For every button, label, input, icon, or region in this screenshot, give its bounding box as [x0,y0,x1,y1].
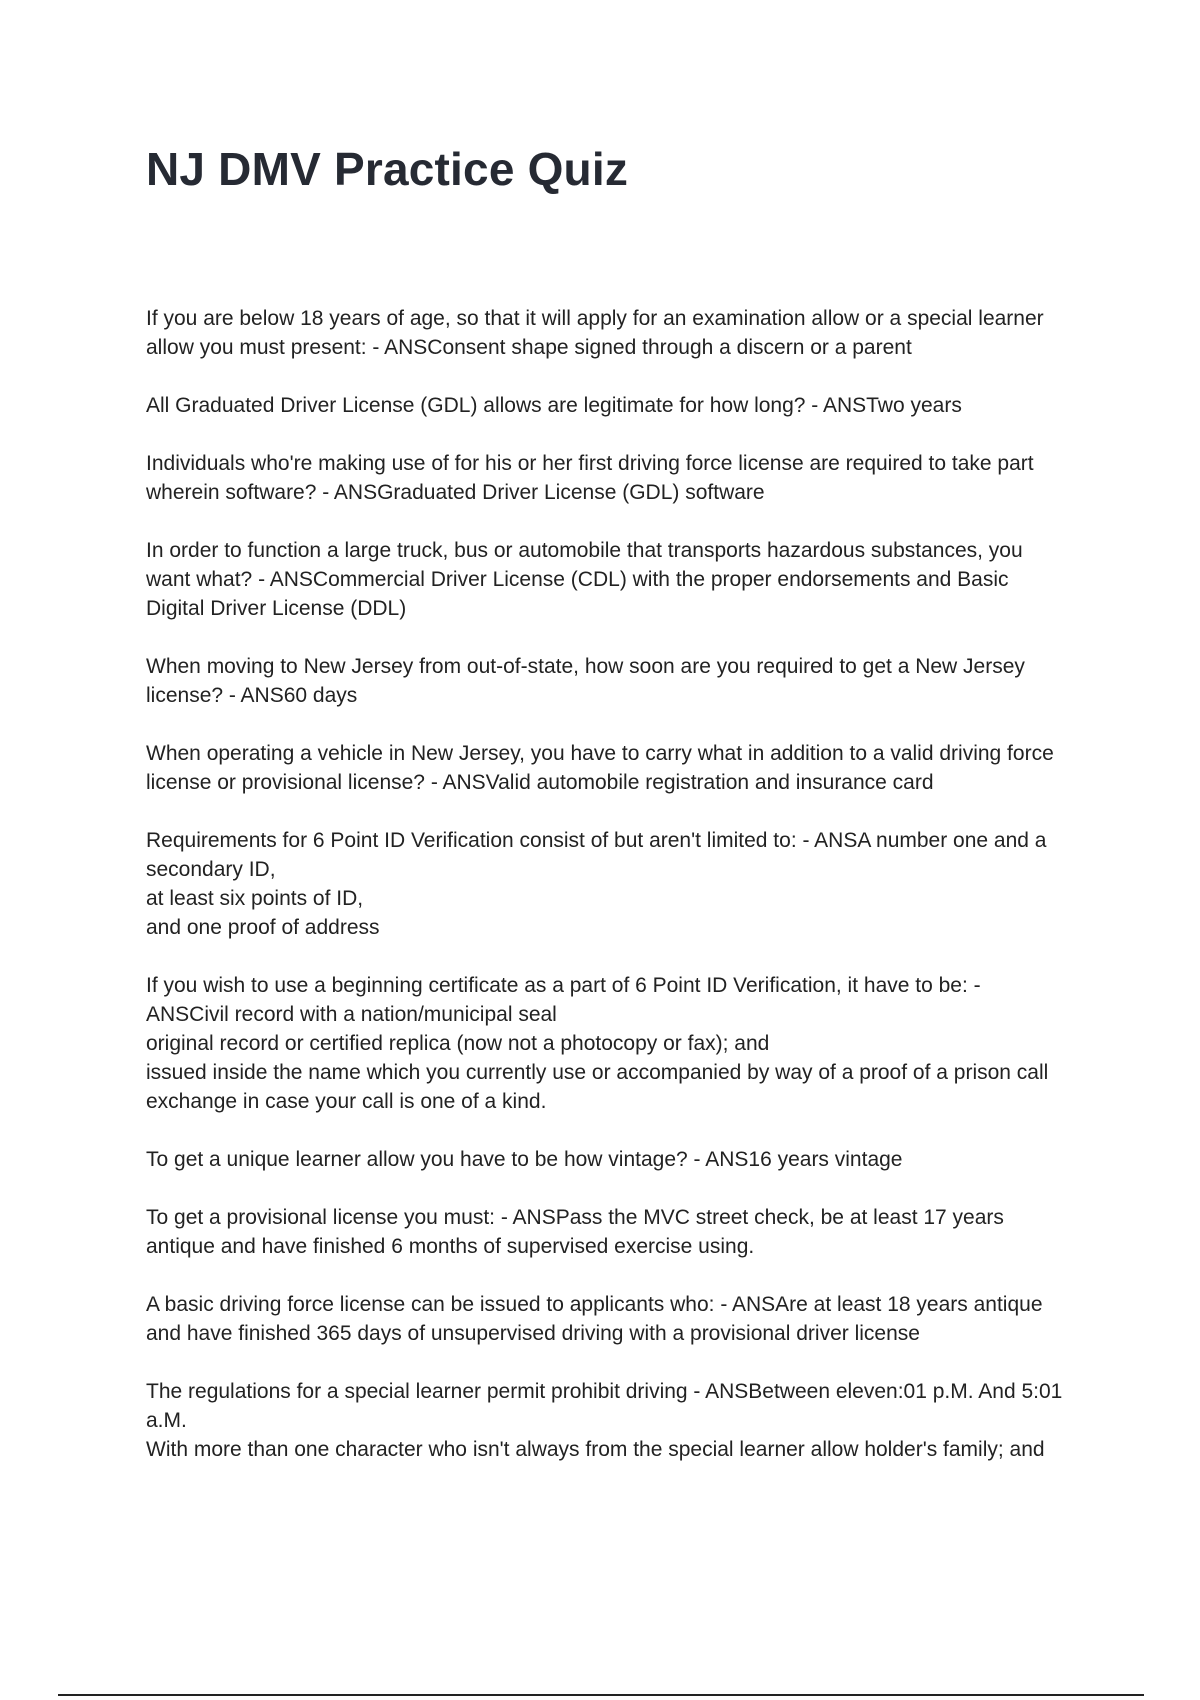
page-bottom-divider [58,1694,1144,1696]
question-item-12: The regulations for a special learner permit prohibit driving - ANSBetween eleven:01 p.M. And 5:01 a.M. With more than one character who isn't always from the special learner allow holder's family; and [146,1380,1063,1461]
question-item-1: If you are below 18 years of age, so that it will apply for an examination allow or a special learner allow you must present: - ANSConsent shape signed through a discern or a parent [146,307,1044,359]
question-item-10: To get a provisional license you must: - ANSPass the MVC street check, be at least 17 years antique and have finished 6 months of supervised exercise using. [146,1206,1004,1258]
question-list [146,304,1066,1493]
page-title: NJ DMV Practice Quiz [146,143,629,195]
question-item-2: All Graduated Driver License (GDL) allows are legitimate for how long? - ANSTwo years [146,394,962,417]
question-item-4: In order to function a large truck, bus or automobile that transports hazardous substances, you want what? - ANSCommercial Driver License (CDL) with the proper endorsements and Basic Digital Driver License (DDL) [146,539,1023,620]
question-item-7: Requirements for 6 Point ID Verification consist of but aren't limited to: - ANSA number one and a secondary ID, at least six points of ID, and one proof of address [146,829,1047,939]
question-item-8: If you wish to use a beginning certificate as a part of 6 Point ID Verification, it have to be: - ANSCivil record with a nation/municipal seal original record or certified replica (now not a photocopy or fax); and issued inside the name which you currently use or accompanied by way of a proof of a prison call exchange in case your call is one of a kind. [146,974,1049,1113]
question-item-6: When operating a vehicle in New Jersey, you have to carry what in addition to a valid driving force license or provisional license? - ANSValid automobile registration and insurance card [146,742,1054,794]
question-item-9: To get a unique learner allow you have to be how vintage? - ANS16 years vintage [146,1148,903,1171]
question-item-11: A basic driving force license can be issued to applicants who: - ANSAre at least 18 years antique and have finished 365 days of unsupervised driving with a provisional driver license [146,1293,1043,1345]
question-item-5: When moving to New Jersey from out-of-state, how soon are you required to get a New Jersey license? - ANS60 days [146,655,1025,707]
question-item-3: Individuals who're making use of for his or her first driving force license are required to take part wherein software? - ANSGraduated Driver License (GDL) software [146,452,1034,504]
